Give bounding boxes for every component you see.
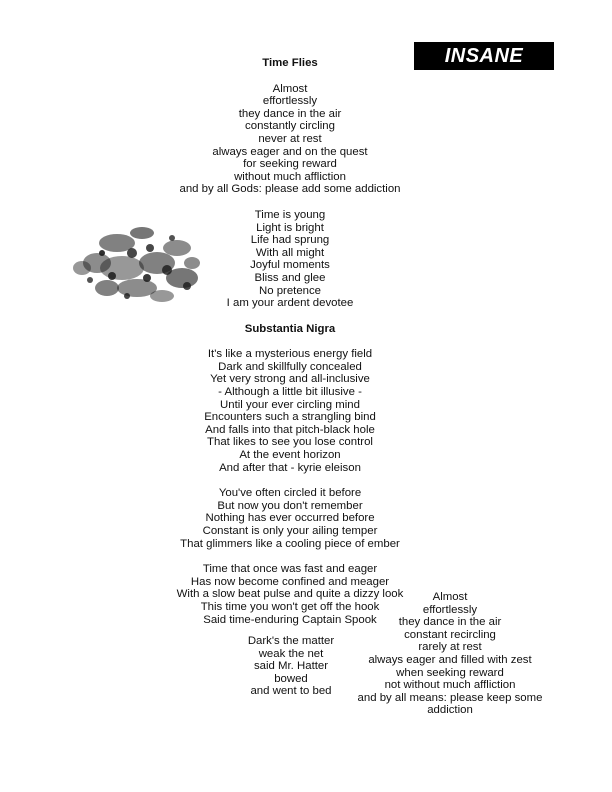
poem-line: With a slow beat pulse and quite a dizzy look bbox=[176, 588, 404, 601]
poem-line: never at rest bbox=[258, 132, 322, 145]
poem-line: Time that once was fast and eager bbox=[202, 563, 378, 576]
poem-line: Time is young bbox=[254, 208, 326, 221]
poem-line: Bliss and glee bbox=[254, 271, 326, 284]
poem-line: they dance in the air bbox=[238, 107, 342, 120]
substantia-nigra-stanza-1 bbox=[160, 348, 420, 474]
poem-line: always eager and on the quest bbox=[212, 145, 368, 158]
poem-line: Constant is only your ailing temper bbox=[202, 525, 378, 537]
poem-line: But now you don't remember bbox=[217, 499, 363, 512]
poem-line: constantly circling bbox=[245, 120, 335, 133]
poem-line: always eager and filled with zest bbox=[368, 653, 532, 666]
poem-line: And after that - kyrie eleison bbox=[219, 461, 361, 474]
poem-line: Said time-enduring Captain Spook bbox=[203, 613, 377, 626]
poem-line: for seeking reward bbox=[243, 158, 337, 171]
poem-line: they dance in the air bbox=[398, 616, 502, 629]
poem-line: and by all means: please keep some bbox=[357, 691, 543, 704]
poem-line: Light is bright bbox=[256, 221, 324, 234]
poem-line: I am your ardent devotee bbox=[226, 297, 354, 310]
insane-banner bbox=[414, 42, 554, 70]
poem-line: With all might bbox=[255, 246, 325, 259]
poem-line: weak the net bbox=[258, 647, 324, 660]
poem-title-time-flies: Time Flies bbox=[262, 57, 318, 69]
poem-line: Joyful moments bbox=[250, 259, 330, 272]
poem-line: Almost bbox=[272, 82, 308, 95]
poem-line: without much affliction bbox=[234, 170, 346, 183]
poem-line: Yet very strong and all-inclusive bbox=[210, 373, 370, 386]
poem-line: No pretence bbox=[258, 284, 322, 297]
poem-line: - Although a little bit illusive - bbox=[218, 386, 362, 399]
poem-line: not without much affliction bbox=[384, 679, 516, 692]
poem-line: You've often circled it before bbox=[218, 487, 362, 500]
poem-line: Dark and skillfully concealed bbox=[218, 360, 362, 373]
poem-line: when seeking reward bbox=[396, 666, 504, 679]
poem-line: This time you won't get off the hook bbox=[200, 600, 380, 613]
time-flies-stanza-2 bbox=[160, 209, 420, 310]
poem-line: Encounters such a strangling bind bbox=[204, 411, 376, 424]
poem-line: said Mr. Hatter bbox=[253, 660, 329, 673]
poem-line: and went to bed bbox=[250, 685, 332, 698]
poem-line: Until your ever circling mind bbox=[220, 398, 360, 411]
poem-line: Nothing has ever occurred before bbox=[205, 512, 375, 525]
poem-line: rarely at rest bbox=[418, 641, 482, 654]
poem-line: That glimmers like a cooling piece of ember bbox=[180, 537, 400, 550]
poem-line: That likes to see you lose control bbox=[207, 436, 373, 449]
poem-line: Dark's the matter bbox=[247, 635, 335, 647]
poem-line: bowed bbox=[274, 672, 308, 685]
poem-line: effortlessly bbox=[262, 95, 318, 108]
poem-line: effortlessly bbox=[422, 603, 478, 616]
time-flies-stanza-1 bbox=[160, 83, 420, 196]
poem-title-substantia-nigra: Substantia Nigra bbox=[244, 322, 336, 335]
poem-line: It's like a mysterious energy field bbox=[207, 348, 373, 361]
poem-line: constant recircling bbox=[404, 628, 496, 641]
banner-text: INSANE bbox=[444, 44, 524, 67]
poem-line: and by all Gods: please add some addiction bbox=[179, 183, 401, 196]
side-poem-left bbox=[232, 635, 350, 698]
poem-line: At the event horizon bbox=[239, 449, 341, 462]
substantia-nigra-stanza-2 bbox=[160, 487, 420, 550]
side-poem-right bbox=[350, 591, 550, 717]
poem-line: Almost bbox=[432, 591, 468, 603]
poem-line: Has now become confined and meager bbox=[190, 575, 390, 588]
poem-line: And falls into that pitch-black hole bbox=[205, 423, 375, 436]
poem-line: addiction bbox=[427, 704, 473, 717]
main-poem-column bbox=[160, 57, 420, 639]
poem-line: Life had sprung bbox=[250, 234, 330, 247]
